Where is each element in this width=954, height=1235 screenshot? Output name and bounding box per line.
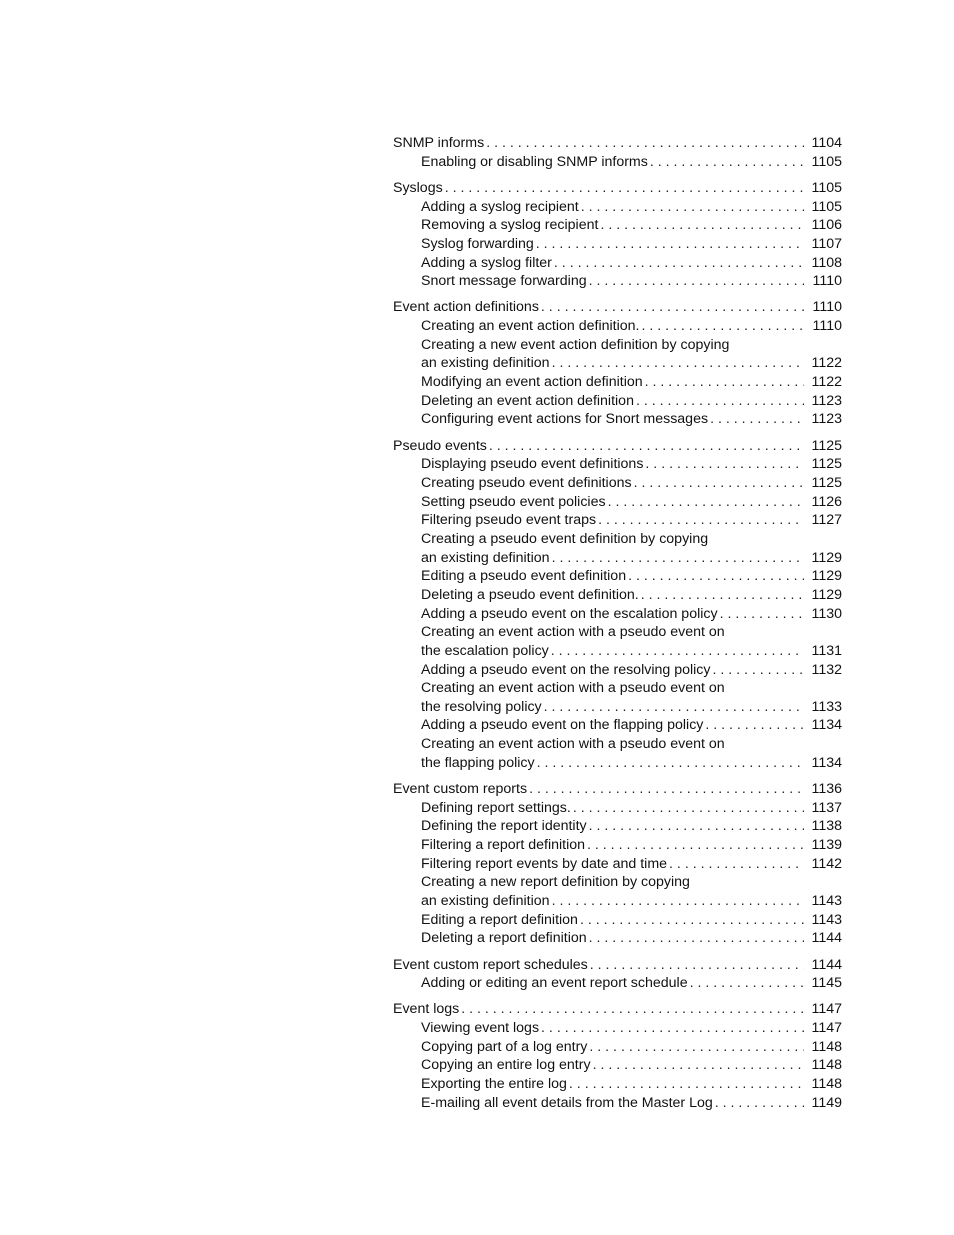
page-number: 1126: [811, 493, 842, 510]
toc-subentry[interactable]: [393, 254, 842, 273]
dot-leader: [589, 1038, 804, 1057]
toc-subentry[interactable]: [393, 836, 842, 855]
toc-entry-title-line1: Creating a pseudo event definition by copying: [421, 530, 709, 547]
dot-leader: [593, 1056, 804, 1075]
toc-entry-row: [393, 153, 842, 172]
toc-subentry[interactable]: [393, 235, 842, 254]
toc-subentry[interactable]: [393, 1056, 842, 1075]
toc-entry-title: Modifying an event action definition: [421, 374, 643, 391]
page-number: 1138: [811, 818, 842, 835]
toc-entry-title: Filtering report events by date and time: [421, 855, 668, 872]
toc-subentry[interactable]: [393, 216, 842, 235]
toc-subentry[interactable]: [393, 623, 842, 660]
page-number: 1110: [812, 273, 842, 290]
toc-subentry[interactable]: [393, 392, 842, 411]
toc-entry-row: [393, 272, 842, 291]
toc-entry-title: Event action definitions: [393, 299, 539, 316]
toc-entry-row: [393, 455, 842, 474]
toc-subentry[interactable]: [393, 1075, 842, 1094]
dot-leader: [715, 1094, 804, 1113]
toc-subentry[interactable]: [393, 974, 842, 993]
toc-entry-title-line1: Creating a new event action definition by copying: [421, 336, 730, 353]
page-number: 1129: [811, 549, 842, 566]
dot-leader: [573, 799, 804, 818]
toc-entry-row: [393, 780, 842, 799]
toc-entry-title: Deleting an event action definition: [421, 392, 634, 409]
table-of-contents: [393, 134, 842, 1120]
dot-leader: [445, 179, 804, 198]
toc-subentry[interactable]: [393, 873, 842, 910]
toc-entry-row: [393, 661, 842, 680]
page-number: 1148: [811, 1076, 842, 1093]
toc-subentry[interactable]: [393, 661, 842, 680]
toc-entry-row: [393, 1038, 842, 1057]
toc-section: [393, 179, 842, 291]
dot-leader: [489, 437, 804, 456]
toc-entry-title: Snort message forwarding: [421, 273, 587, 290]
toc-entry-row: [393, 410, 842, 429]
toc-subentry[interactable]: [393, 511, 842, 530]
toc-entry-row: [393, 836, 842, 855]
dot-leader: [598, 511, 804, 530]
toc-entry[interactable]: [393, 179, 842, 198]
toc-subentry[interactable]: [393, 911, 842, 930]
dot-leader: [634, 474, 804, 493]
dot-leader: [544, 698, 804, 717]
dot-leader: [552, 549, 804, 568]
dot-leader: [712, 661, 804, 680]
dot-leader: [589, 817, 804, 836]
toc-entry-title: Syslogs: [393, 179, 443, 196]
toc-entry-title: Adding or editing an event report schedule: [421, 975, 688, 992]
dot-leader: [641, 586, 804, 605]
toc-entry-row: [393, 698, 842, 717]
toc-subentry[interactable]: [393, 493, 842, 512]
page-number: 1123: [811, 411, 842, 428]
toc-subentry[interactable]: [393, 586, 842, 605]
toc-entry-row: [393, 179, 842, 198]
toc-entry-row: [393, 586, 842, 605]
toc-entry-row: [393, 1094, 842, 1113]
page-number: 1125: [811, 474, 842, 491]
page-number: 1105: [811, 179, 842, 196]
toc-entry-row: [393, 198, 842, 217]
page-number: 1147: [811, 1001, 842, 1018]
page-number: 1127: [811, 512, 842, 529]
dot-leader: [590, 956, 804, 975]
dot-leader: [636, 392, 804, 411]
toc-subentry[interactable]: [393, 679, 842, 716]
toc-entry-row: [393, 1075, 842, 1094]
page-number: 1148: [811, 1057, 842, 1074]
page-number: 1137: [811, 799, 842, 816]
toc-section: [393, 1000, 842, 1112]
dot-leader: [645, 373, 804, 392]
toc-subentry[interactable]: [393, 198, 842, 217]
page-number: 1134: [811, 754, 842, 771]
page-number: 1125: [811, 437, 842, 454]
toc-entry-row: [393, 317, 842, 336]
page-number: 1123: [811, 392, 842, 409]
toc-entry-title: Deleting a pseudo event definition.: [421, 586, 639, 603]
page-number: 1134: [811, 717, 842, 734]
page-number: 1122: [811, 355, 842, 372]
toc-entry-title: Removing a syslog recipient: [421, 217, 599, 234]
toc-entry-title: Event custom report schedules: [393, 956, 588, 973]
page-number: 1131: [811, 642, 842, 659]
toc-subentry[interactable]: [393, 855, 842, 874]
toc-entry-row: [393, 298, 842, 317]
dot-leader: [580, 911, 804, 930]
dot-leader: [710, 410, 804, 429]
toc-entry-title: Setting pseudo event policies: [421, 493, 606, 510]
toc-entry-row: [393, 254, 842, 273]
toc-entry-row: [393, 716, 842, 735]
toc-subentry[interactable]: [393, 336, 842, 373]
toc-subentry[interactable]: [393, 410, 842, 429]
toc-subentry[interactable]: [393, 530, 842, 567]
toc-entry[interactable]: [393, 298, 842, 317]
toc-entry-row: [393, 373, 842, 392]
toc-entry-title: Creating pseudo event definitions: [421, 474, 632, 491]
page-number: 1107: [811, 235, 842, 252]
toc-subentry[interactable]: [393, 317, 842, 336]
page-number: 1136: [811, 781, 842, 798]
toc-entry-title: Adding a pseudo event on the flapping policy: [421, 717, 704, 734]
toc-entry-title: SNMP informs: [393, 135, 485, 151]
toc-entry-row: [393, 799, 842, 818]
dot-leader: [600, 216, 804, 235]
toc-entry-row: [393, 567, 842, 586]
toc-entry-title: Event custom reports: [393, 781, 528, 798]
page-number: 1110: [812, 299, 842, 316]
toc-entry-row: [393, 134, 842, 153]
toc-entry-title: the resolving policy: [421, 698, 542, 715]
toc-entry-row: [393, 892, 842, 911]
dot-leader: [554, 254, 804, 273]
dot-leader: [720, 605, 804, 624]
toc-entry-title: Editing a pseudo event definition: [421, 568, 627, 585]
toc-entry-title: Filtering a report definition: [421, 837, 586, 853]
toc-subentry[interactable]: [393, 373, 842, 392]
dot-leader: [461, 1000, 804, 1019]
toc-subentry[interactable]: [393, 799, 842, 818]
page-number: 1130: [811, 605, 842, 622]
toc-section: [393, 134, 842, 171]
toc-entry-title: Editing a report definition: [421, 911, 578, 928]
toc-entry-row: [393, 855, 842, 874]
page-number: 1106: [811, 217, 842, 234]
toc-entry-row: [393, 354, 842, 373]
toc-entry-title-line1: Creating a new report definition by copying: [421, 874, 690, 891]
page-number: 1108: [811, 254, 842, 271]
toc-entry-title: E-mailing all event details from the Master Log: [421, 1094, 713, 1111]
toc-subentry[interactable]: [393, 1019, 842, 1038]
toc-entry-row: [393, 929, 842, 948]
toc-entry-title: Defining the report identity: [421, 818, 587, 835]
page-number: 1133: [811, 698, 842, 715]
page-number: 1139: [811, 837, 842, 853]
toc-subentry[interactable]: [393, 567, 842, 586]
toc-entry[interactable]: [393, 437, 842, 456]
toc-subentry[interactable]: [393, 605, 842, 624]
toc-entry-row: [393, 474, 842, 493]
toc-entry-title: Filtering pseudo event traps: [421, 512, 597, 529]
page-number: 1142: [811, 855, 842, 872]
toc-entry[interactable]: [393, 134, 842, 153]
toc-entry-title: an existing definition: [421, 355, 550, 372]
page-number: 1144: [811, 956, 842, 973]
page-number: 1148: [811, 1038, 842, 1055]
dot-leader: [650, 153, 804, 172]
toc-entry-row: [393, 235, 842, 254]
toc-entry-title: Creating an event action definition.: [421, 318, 640, 335]
toc-subentry[interactable]: [393, 1038, 842, 1057]
dot-leader: [608, 493, 804, 512]
dot-leader: [589, 929, 804, 948]
toc-entry-row: [393, 437, 842, 456]
toc-entry-title: Copying part of a log entry: [421, 1038, 588, 1055]
dot-leader: [581, 198, 804, 217]
dot-leader: [536, 235, 804, 254]
toc-entry-title: Adding a pseudo event on the resolving policy: [421, 661, 711, 678]
page-number: 1122: [811, 374, 842, 391]
toc-subentry[interactable]: [393, 153, 842, 172]
toc-entry-title: the escalation policy: [421, 642, 549, 659]
page-number: 1145: [811, 975, 842, 992]
toc-entry-title: Displaying pseudo event definitions: [421, 456, 644, 473]
toc-entry[interactable]: [393, 956, 842, 975]
toc-entry[interactable]: [393, 1000, 842, 1019]
page-number: 1149: [811, 1094, 842, 1111]
toc-entry-title: Defining report settings.: [421, 799, 571, 816]
toc-subentry[interactable]: [393, 474, 842, 493]
page-number: 1105: [811, 153, 842, 170]
page-number: 1144: [811, 930, 842, 947]
dot-leader: [669, 855, 804, 874]
page-number: 1110: [812, 318, 842, 335]
toc-section: [393, 956, 842, 993]
toc-section: [393, 298, 842, 429]
toc-entry-title: an existing definition: [421, 549, 550, 566]
dot-leader: [589, 272, 804, 291]
toc-section: [393, 780, 842, 948]
page-number: 1132: [811, 661, 842, 678]
toc-entry-title: Event logs: [393, 1001, 460, 1018]
toc-entry-title-line1: Creating an event action with a pseudo event on: [421, 680, 725, 697]
toc-entry-row: [393, 392, 842, 411]
dot-leader: [537, 754, 804, 773]
toc-entry-title: an existing definition: [421, 892, 550, 909]
toc-entry-title: Exporting the entire log: [421, 1076, 567, 1093]
toc-entry-row: [393, 1019, 842, 1038]
dot-leader: [551, 642, 804, 661]
toc-entry-row: [393, 956, 842, 975]
toc-entry-row: [393, 911, 842, 930]
dot-leader: [552, 354, 804, 373]
toc-entry-title: Syslog forwarding: [421, 235, 534, 252]
page-number: 1143: [811, 892, 842, 909]
dot-leader: [628, 567, 804, 586]
toc-entry-row: [393, 974, 842, 993]
toc-entry-row: [393, 605, 842, 624]
dot-leader: [552, 892, 804, 911]
dot-leader: [690, 974, 804, 993]
toc-entry[interactable]: [393, 780, 842, 799]
toc-entry-title: Viewing event logs: [421, 1020, 540, 1037]
toc-entry-title: Pseudo events: [393, 437, 487, 454]
toc-subentry[interactable]: [393, 272, 842, 291]
toc-entry-title: the flapping policy: [421, 754, 535, 771]
toc-entry-row: [393, 493, 842, 512]
toc-subentry[interactable]: [393, 817, 842, 836]
toc-entry-row: [393, 817, 842, 836]
toc-entry-title: Adding a pseudo event on the escalation policy: [421, 605, 718, 622]
page-number: 1129: [811, 586, 842, 603]
dot-leader: [486, 134, 804, 153]
dot-leader: [569, 1075, 804, 1094]
toc-entry-row: [393, 642, 842, 661]
dot-leader: [645, 455, 804, 474]
toc-subentry[interactable]: [393, 1094, 842, 1113]
toc-subentry[interactable]: [393, 716, 842, 735]
toc-subentry[interactable]: [393, 735, 842, 772]
toc-subentry[interactable]: [393, 929, 842, 948]
page-number: 1129: [811, 568, 842, 585]
toc-entry-title: Enabling or disabling SNMP informs: [421, 153, 648, 170]
page-number: 1147: [811, 1020, 842, 1037]
toc-entry-row: [393, 216, 842, 235]
dot-leader: [529, 780, 804, 799]
toc-entry-title: Adding a syslog filter: [421, 254, 552, 271]
toc-entry-title: Deleting a report definition: [421, 930, 587, 947]
page-number: 1143: [811, 911, 842, 928]
toc-entry-title-line1: Creating an event action with a pseudo event on: [421, 624, 725, 641]
toc-entry-title: Adding a syslog recipient: [421, 198, 579, 215]
dot-leader: [705, 716, 804, 735]
toc-entry-row: [393, 1000, 842, 1019]
toc-entry-row: [393, 1056, 842, 1075]
dot-leader: [641, 317, 804, 336]
toc-entry-row: [393, 511, 842, 530]
toc-entry-row: [393, 549, 842, 568]
toc-entry-title-line1: Creating an event action with a pseudo event on: [421, 736, 725, 753]
page-number: 1105: [811, 198, 842, 215]
toc-entry-title: Configuring event actions for Snort messages: [421, 411, 709, 428]
page-number: 1125: [811, 456, 842, 473]
toc-entry-title: Copying an entire log entry: [421, 1057, 591, 1074]
toc-section: [393, 437, 842, 773]
toc-entry-row: [393, 754, 842, 773]
dot-leader: [541, 1019, 804, 1038]
dot-leader: [541, 298, 804, 317]
page-number: 1104: [811, 135, 842, 151]
toc-subentry[interactable]: [393, 455, 842, 474]
dot-leader: [587, 836, 804, 855]
